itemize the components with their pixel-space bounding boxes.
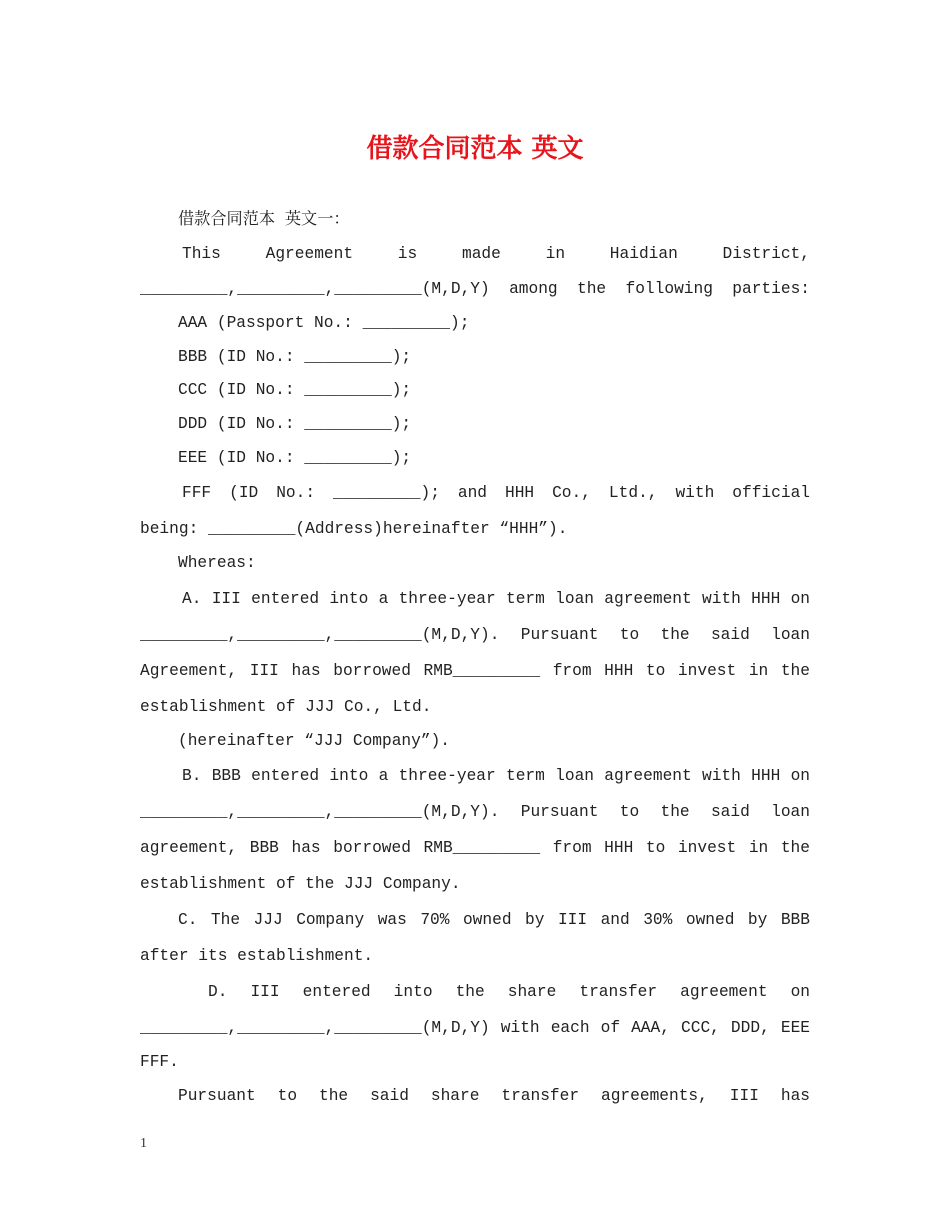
paragraph-line: A. III entered into a three-year term loan agreement with HHH on [182, 589, 810, 608]
page-number: 1 [140, 1136, 147, 1151]
paragraph-line: agreement, BBB has borrowed RMB_________ from HHH to invest in the [140, 839, 810, 858]
paragraph-line: Whereas: [178, 554, 256, 573]
paragraph-line: C. The JJJ Company was 70% owned by III and 30% owned by BBB [178, 911, 810, 930]
document-title: 借款合同范本 英文 [366, 134, 584, 164]
paragraph-line: _________,_________,_________(M,D,Y). Pursuant to the said loan [140, 803, 810, 822]
party-line: EEE (ID No.: _________); [178, 448, 412, 467]
paragraph-line: B. BBB entered into a three-year term loan agreement with HHH on [182, 767, 810, 786]
paragraph-line: D. III entered into the share transfer agreement on [208, 983, 810, 1002]
document-body [140, 204, 810, 1114]
paragraph-line: FFF (ID No.: _________); and HHH Co., Ltd., with official [182, 484, 810, 503]
paragraph-line: _________,_________,_________(M,D,Y) among the following parties: [140, 280, 810, 299]
paragraph-line: after its establishment. [140, 947, 374, 966]
paragraph-line: This Agreement is made in Haidian District, [182, 244, 810, 263]
paragraph-line: _________,_________,_________(M,D,Y) with each of AAA, CCC, DDD, EEE [140, 1019, 810, 1038]
section-heading: 借款合同范本 英文一： [178, 211, 350, 229]
party-line: CCC (ID No.: _________); [178, 381, 412, 400]
paragraph-line: being: _________(Address)hereinafter “HHH”). [140, 520, 568, 539]
party-line: DDD (ID No.: _________); [178, 414, 412, 433]
paragraph-line: Pursuant to the said share transfer agreements, III has [178, 1086, 810, 1105]
paragraph-line: establishment of the JJJ Company. [140, 875, 461, 894]
paragraph-line: _________,_________,_________(M,D,Y). Pursuant to the said loan [140, 625, 810, 644]
paragraph-line: Agreement, III has borrowed RMB_________ from HHH to invest in the [140, 661, 810, 680]
party-line: AAA (Passport No.: _________); [178, 314, 470, 333]
paragraph-line: FFF. [140, 1053, 179, 1072]
party-line: BBB (ID No.: _________); [178, 347, 412, 366]
paragraph-line: (hereinafter “JJJ Company”). [178, 731, 450, 750]
paragraph-line: establishment of JJJ Co., Ltd. [140, 697, 432, 716]
